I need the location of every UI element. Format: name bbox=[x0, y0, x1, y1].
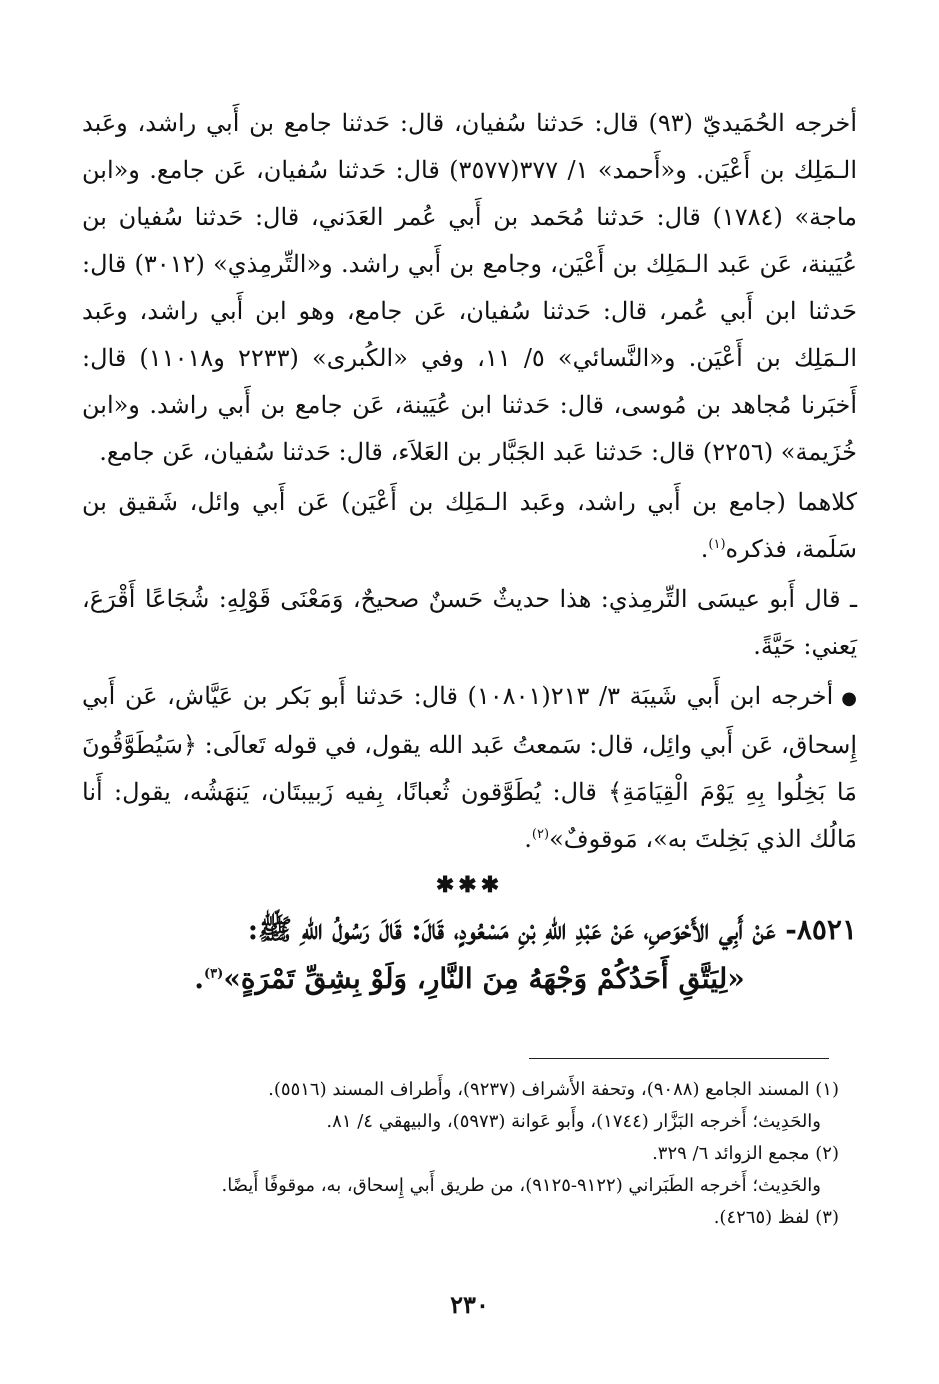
takhrij-paragraph-1: أخرجه الحُمَيديّ (٩٣) قال: حَدثنا سُفيان، قال: حَدثنا جامع بن أَبي راشد، وعَبد الـمَلِك بن أَعْيَن. و«أَحمد» ١/ ٣٧٧(٣٥٧٧) قال: حَدثنا سُفيان، عَن جامع. و«ابن ماجة» (١٧٨٤) قال: حَدثنا مُحَمد بن أَبي عُمر العَدَني، قال: حَدثنا سُفيان بن عُيَينة، عَن عَبد الـمَلِك بن أَعْيَن، وجامع بن أَبي راشد. و«التِّرمِذي» (٣٠١٢) قال: حَدثنا ابن أَبي عُمر، قال: حَدثنا سُفيان، عَن جامع، وهو ابن أَبي راشد، وعَبد الـمَلِك بن أَعْيَن. و«النَّسائي» ٥/ ١١، وفي «الكُبرى» (٢٢٣٣ و١١٠١٨) قال: أَخبَرنا مُجاهد بن مُوسى، قال: حَدثنا ابن عُيَينة، عَن جامع بن أَبي راشد. و«ابن خُزَيمة» (٢٢٥٦) قال: حَدثنا عَبد الجَبَّار بن العَلاَء، قال: حَدثنا سُفيان، عَن جامع. bbox=[82, 109, 858, 466]
footnote-1: (١) المسند الجامع (٩٠٨٨)، وتحفة الأَشراف (٩٢٣٧)، وأَطراف المسند (٥٥١٦). bbox=[268, 1079, 839, 1100]
footnote-2: (٢) مجمع الزوائد ٦/ ٣٢٩. bbox=[652, 1143, 839, 1164]
hadith-text-body: «لِيَتَّقِ أَحَدُكُمْ وَجْهَهُ مِنَ النَّارِ، وَلَوْ بِشِقِّ تَمْرَةٍ» bbox=[223, 962, 745, 995]
section-separator: ✱✱✱ bbox=[435, 872, 504, 898]
footnote-2-continued: والحَدِيث؛ أَخرجه الطَبَراني (٩١٢٢-٩١٢٥)، من طريق أَبي إِسحاق، به، موقوفًا أَيضًا. bbox=[221, 1175, 821, 1196]
footnote-ref-3[interactable]: (٣) bbox=[204, 966, 224, 982]
footnotes bbox=[100, 1074, 839, 1234]
hadith-heading: ٨٥٢١- عَنْ أَبِي الأَحْوَصِ، عَنْ عَبْدِ اللهِ بْنِ مَسْعُودٍ، قَالَ: قَالَ رَسُولُ اللهِ ﷺ: bbox=[247, 913, 857, 946]
takhrij-paragraph-2: كلاهما (جامع بن أَبي راشد، وعَبد الـمَلِك بن أَعْيَن) عَن أَبي وائل، شَقيق بن سَلَمة، فذكره$^{(١)}$. bbox=[82, 488, 858, 563]
footnote-divider bbox=[529, 1058, 829, 1059]
footnote-ref-2[interactable]: (٢) bbox=[531, 827, 550, 842]
takhrij-paragraph-3-text: أخرجه ابن أَبي شَيبَة ٣/ ٢١٣(١٠٨٠١) قال: حَدثنا أَبو بَكر بن عَيَّاش، عَن أَبي إِسحاق، عَن أَبي وائِل، قال: سَمعتُ عَبد الله يقول، في قوله تَعالَى: ﴿سَيُطَوَّقُونَ مَا بَخِلُوا بِهِ يَوْمَ الْقِيَامَةِ﴾ قال: يُطَوَّقون ثُعبانًا، بِفيه زَبيبتَان، يَنهَشُه، يقول: أَنا مَالُك الذي بَخِلتَ به»، مَوقوفٌ» bbox=[82, 682, 857, 853]
takhrij-paragraph-3: ●أخرجه ابن أَبي شَيبَة ٣/ ٢١٣(١٠٨٠١) قال: حَدثنا أَبو بَكر بن عَيَّاش، عَن أَبي إِسحاق، عَن أَبي وائِل، قال: سَمعتُ عَبد الله يقول، في قوله تَعالَى: ﴿سَيُطَوَّقُونَ مَا بَخِلُوا بِهِ يَوْمَ الْقِيَامَةِ﴾ قال: يُطَوَّقون ثُعبانًا، بِفيه زَبيبتَان، يَنهَشُه، يقول: أَنا مَالُك الذي بَخِلتَ به»، مَوقوفٌ»$^{(٢)}$. bbox=[82, 673, 857, 863]
footnote-ref-1[interactable]: (١) bbox=[708, 537, 726, 552]
footnote-3: (٣) لفظ (٤٢٦٥). bbox=[713, 1207, 839, 1228]
bullet-icon: ● bbox=[841, 688, 857, 709]
page-number: ٢٣٠ bbox=[450, 1290, 489, 1319]
main-text bbox=[82, 100, 857, 1003]
tirmidhi-comment: ـ قال أَبو عيسَى التِّرمِذي: هذا حديثٌ حَسنٌ صحيحٌ، وَمَعْنَى قَوْلِهِ: شُجَاعًا أَقْرَعَ، يَعني: حَيَّةً. bbox=[82, 585, 857, 660]
hadith-text: «لِيَتَّقِ أَحَدُكُمْ وَجْهَهُ مِنَ النَّارِ، وَلَوْ بِشِقِّ تَمْرَةٍ»$^{(٣)}$. bbox=[194, 962, 745, 995]
footnote-1-continued: والحَدِيث؛ أَخرجه البَزَّار (١٧٤٤)، وأَبو عَوانة (٥٩٧٣)، والبيهقي ٤/ ٨١. bbox=[326, 1111, 821, 1132]
takhrij-paragraph-2-text: كلاهما (جامع بن أَبي راشد، وعَبد الـمَلِك بن أَعْيَن) عَن أَبي وائل، شَقيق بن سَلَمة، فذكره bbox=[82, 488, 858, 563]
